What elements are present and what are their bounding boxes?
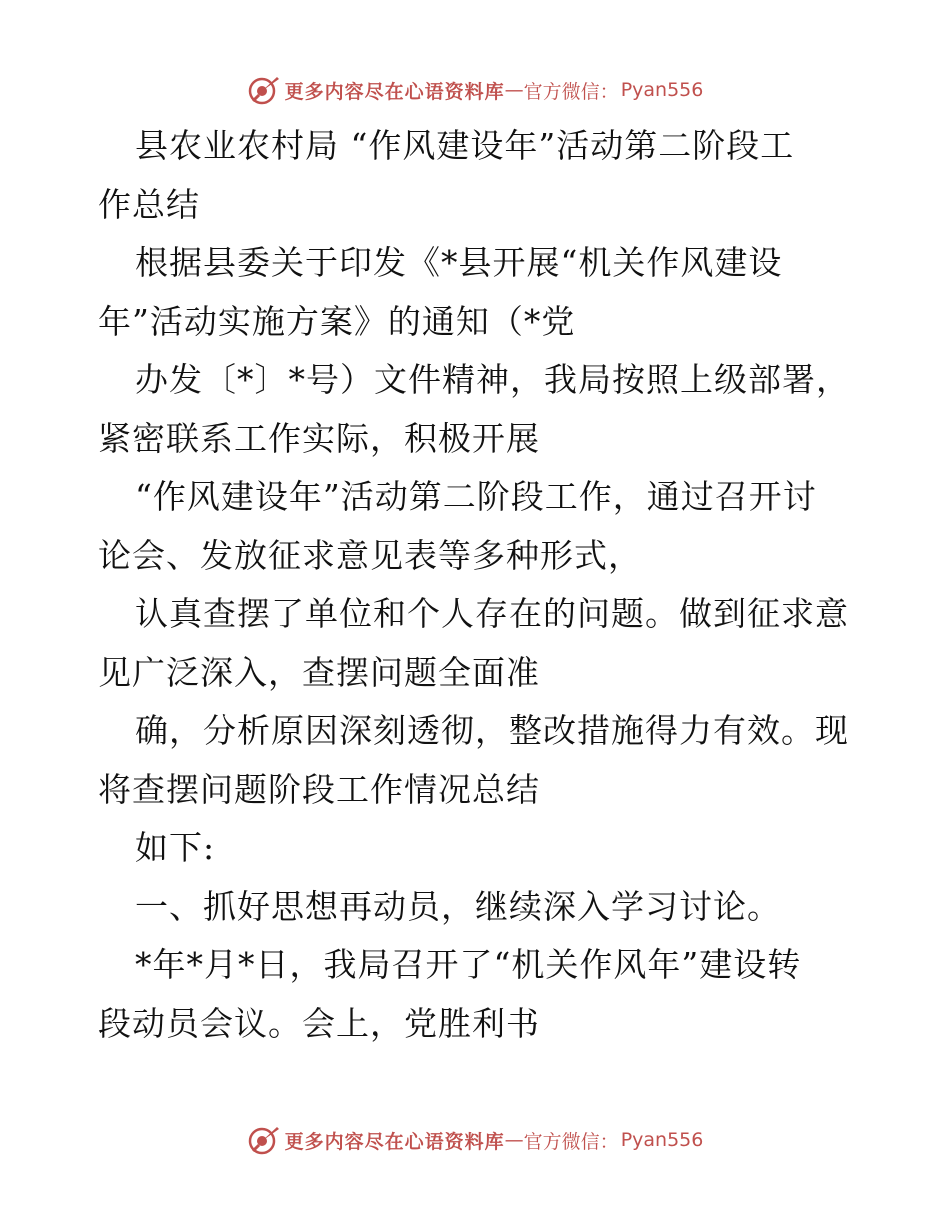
footer-watermark-banner bbox=[0, 1120, 950, 1160]
header-watermark-banner bbox=[0, 70, 950, 110]
banner-promo-text: 更多内容尽在心语资料库 bbox=[284, 80, 505, 103]
banner-wechat-id: Pyan556 bbox=[620, 1129, 704, 1151]
body-line: 根据县委关于印发《*县开展“机关作风建设 bbox=[135, 243, 783, 282]
title-line-1: 县农业农村局 “作风建设年”活动第二阶段工 bbox=[135, 126, 795, 165]
body-line: 紧密联系工作实际，积极开展 bbox=[98, 418, 540, 458]
body-line: 如下: bbox=[135, 828, 216, 867]
title-line-2: 作总结 bbox=[98, 184, 200, 224]
body-line: 见广泛深入，查摆问题全面准 bbox=[98, 652, 540, 692]
banner-separator: — bbox=[504, 79, 524, 101]
section-heading: 一、抓好思想再动员，继续深入学习讨论。 bbox=[135, 886, 781, 926]
body-line: “作风建设年”活动第二阶段工作，通过召开讨 bbox=[135, 477, 817, 516]
document-body bbox=[98, 117, 858, 1053]
pen-logo-icon bbox=[247, 73, 281, 107]
body-line: 确，分析原因深刻透彻，整改措施得力有效。现 bbox=[135, 711, 849, 750]
banner-wechat-label: 官方微信： bbox=[523, 80, 619, 103]
body-line: 年”活动实施方案》的通知（*党 bbox=[98, 301, 576, 341]
body-line: 论会、发放征求意见表等多种形式， bbox=[98, 535, 642, 575]
body-line: 办发〔*〕*号）文件精神，我局按照上级部署， bbox=[135, 360, 850, 399]
body-line: 段动员会议。会上，党胜利书 bbox=[98, 1003, 540, 1043]
banner-separator: — bbox=[504, 1129, 524, 1151]
banner-promo-text: 更多内容尽在心语资料库 bbox=[284, 1130, 505, 1153]
banner-wechat-label: 官方微信： bbox=[523, 1130, 619, 1153]
banner-wechat-id: Pyan556 bbox=[620, 79, 704, 101]
body-line: 认真查摆了单位和个人存在的问题。做到征求意 bbox=[135, 594, 849, 633]
body-line: 将查摆问题阶段工作情况总结 bbox=[98, 769, 540, 809]
body-line: *年*月*日，我局召开了“机关作风年”建设转 bbox=[135, 945, 802, 984]
pen-logo-icon bbox=[247, 1123, 281, 1157]
